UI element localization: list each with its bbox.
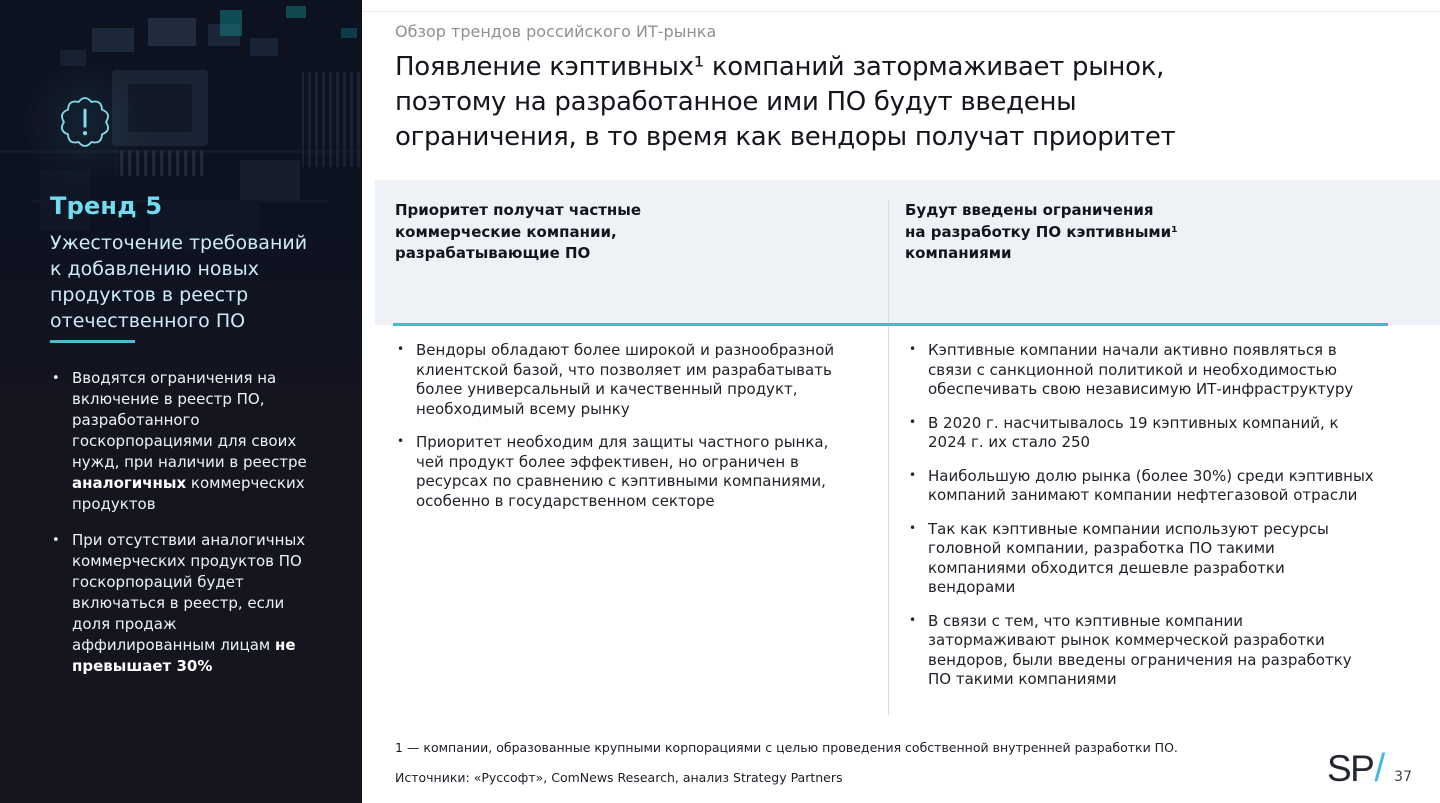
left-column-header bbox=[395, 200, 641, 265]
sidebar-bullet bbox=[50, 368, 318, 515]
section-eyebrow: Обзор трендов российского ИТ-рынка bbox=[395, 22, 717, 41]
trend-title-line: Ужесточение требований bbox=[50, 232, 308, 254]
right-column-header-line: Будут введены ограничения bbox=[905, 201, 1154, 219]
bullet-text: В 2020 г. насчитывалось 19 кэптивных компаний, к 2024 г. их стало 250 bbox=[928, 413, 1339, 451]
page-title bbox=[395, 50, 1175, 155]
page-title-line: поэтому на разработанное ими ПО будут введены bbox=[395, 87, 1077, 117]
left-column-header-line: коммерческие компании, bbox=[395, 222, 617, 241]
sidebar-bullet bbox=[50, 530, 318, 677]
bullet-text: Вводятся ограничения на включение в реестр ПО, разработанного госкорпорациями для своих нужд, при наличии в реестре bbox=[72, 369, 307, 471]
bullet-text: При отсутствии аналогичных коммерческих продуктов ПО госкорпораций будет включаться в реестр, если доля продаж аффилированным лицам bbox=[72, 531, 306, 654]
sidebar-divider bbox=[50, 340, 135, 343]
right-column-header-line: компаниями bbox=[905, 244, 1012, 262]
bullet-text: Наибольшую долю рынка (более 30%) среди кэптивных компаний занимают компании нефтегазовой отрасли bbox=[928, 466, 1374, 504]
column-divider bbox=[888, 200, 889, 715]
left-column-header-line: разрабатывающие ПО bbox=[395, 244, 591, 262]
left-column-bullets bbox=[395, 341, 853, 525]
trend-title bbox=[50, 230, 307, 334]
bullet-item bbox=[907, 414, 1375, 453]
trend-title-line: отечественного ПО bbox=[50, 310, 246, 332]
bullet-item bbox=[395, 341, 853, 419]
sidebar bbox=[0, 0, 362, 803]
sidebar-bullet-list bbox=[50, 368, 318, 692]
top-rule bbox=[362, 11, 1440, 12]
column-header-band bbox=[375, 180, 1440, 325]
page-number: 37 bbox=[1394, 769, 1412, 785]
bullet-text-bold: аналогичных bbox=[72, 474, 187, 492]
trend-title-line: продуктов в реестр bbox=[50, 284, 249, 306]
bullet-text: коммерческих продуктов bbox=[72, 474, 305, 513]
logo-sp-text: SP bbox=[1326, 748, 1374, 789]
right-column-bullets bbox=[907, 341, 1375, 704]
bullet-text: Вендоры обладают более широкой и разнообразной клиентской базой, что позволяет им разрабатывать более универсальный и качественный продукт, необходимый всему рынку bbox=[416, 341, 835, 418]
bullet-text: Приоритет необходим для защиты частного рынка, чей продукт более эффективен, но ограничен в ресурсах по сравнению с кэптивными компаниями, особенно в государственном секторе bbox=[416, 433, 829, 510]
bullet-text-bold: не превышает 30% bbox=[72, 636, 296, 675]
logo-slash: / bbox=[1374, 747, 1386, 790]
right-column-header bbox=[905, 200, 1178, 265]
bullet-text: В связи с тем, что кэптивные компании затормаживают рынок коммерческой разработки вендоров, были введены ограничения на разработку ПО такими компаниями bbox=[928, 611, 1352, 688]
strategy-partners-logo bbox=[1327, 747, 1412, 791]
bullet-item bbox=[907, 467, 1375, 506]
right-column-header-line: на разработку ПО кэптивными¹ bbox=[905, 222, 1178, 241]
sources-line: Источники: «Руссофт», ComNews Research, анализ Strategy Partners bbox=[395, 770, 843, 785]
bullet-text: Так как кэптивные компании используют ресурсы головной компании, разработка ПО такими компаниями обходится дешевле разработки вендорами bbox=[928, 519, 1329, 596]
footnote: 1 — компании, образованные крупными корпорациями с целью проведения собственной внутренней разработки ПО. bbox=[395, 740, 1178, 755]
bullet-text: Кэптивные компании начали активно появляться в связи с санкционной политикой и необходимостью обеспечивать свою независимую ИТ-инфраструктуру bbox=[928, 341, 1354, 398]
page-title-line: ограничения, в то время как вендоры получат приоритет bbox=[395, 122, 1176, 152]
alert-badge-icon bbox=[50, 87, 120, 157]
left-column-header-line: Приоритет получат частные bbox=[395, 201, 642, 219]
main-content bbox=[362, 0, 1440, 803]
bullet-item bbox=[907, 612, 1375, 690]
page-title-line: Появление кэптивных¹ компаний затормаживает рынок, bbox=[395, 52, 1165, 82]
bullet-item bbox=[907, 520, 1375, 598]
trend-title-line: к добавлению новых bbox=[50, 258, 259, 280]
trend-label: Тренд 5 bbox=[50, 192, 163, 220]
bullet-item bbox=[395, 433, 853, 511]
teal-rule bbox=[393, 323, 1388, 326]
bullet-item bbox=[907, 341, 1375, 400]
